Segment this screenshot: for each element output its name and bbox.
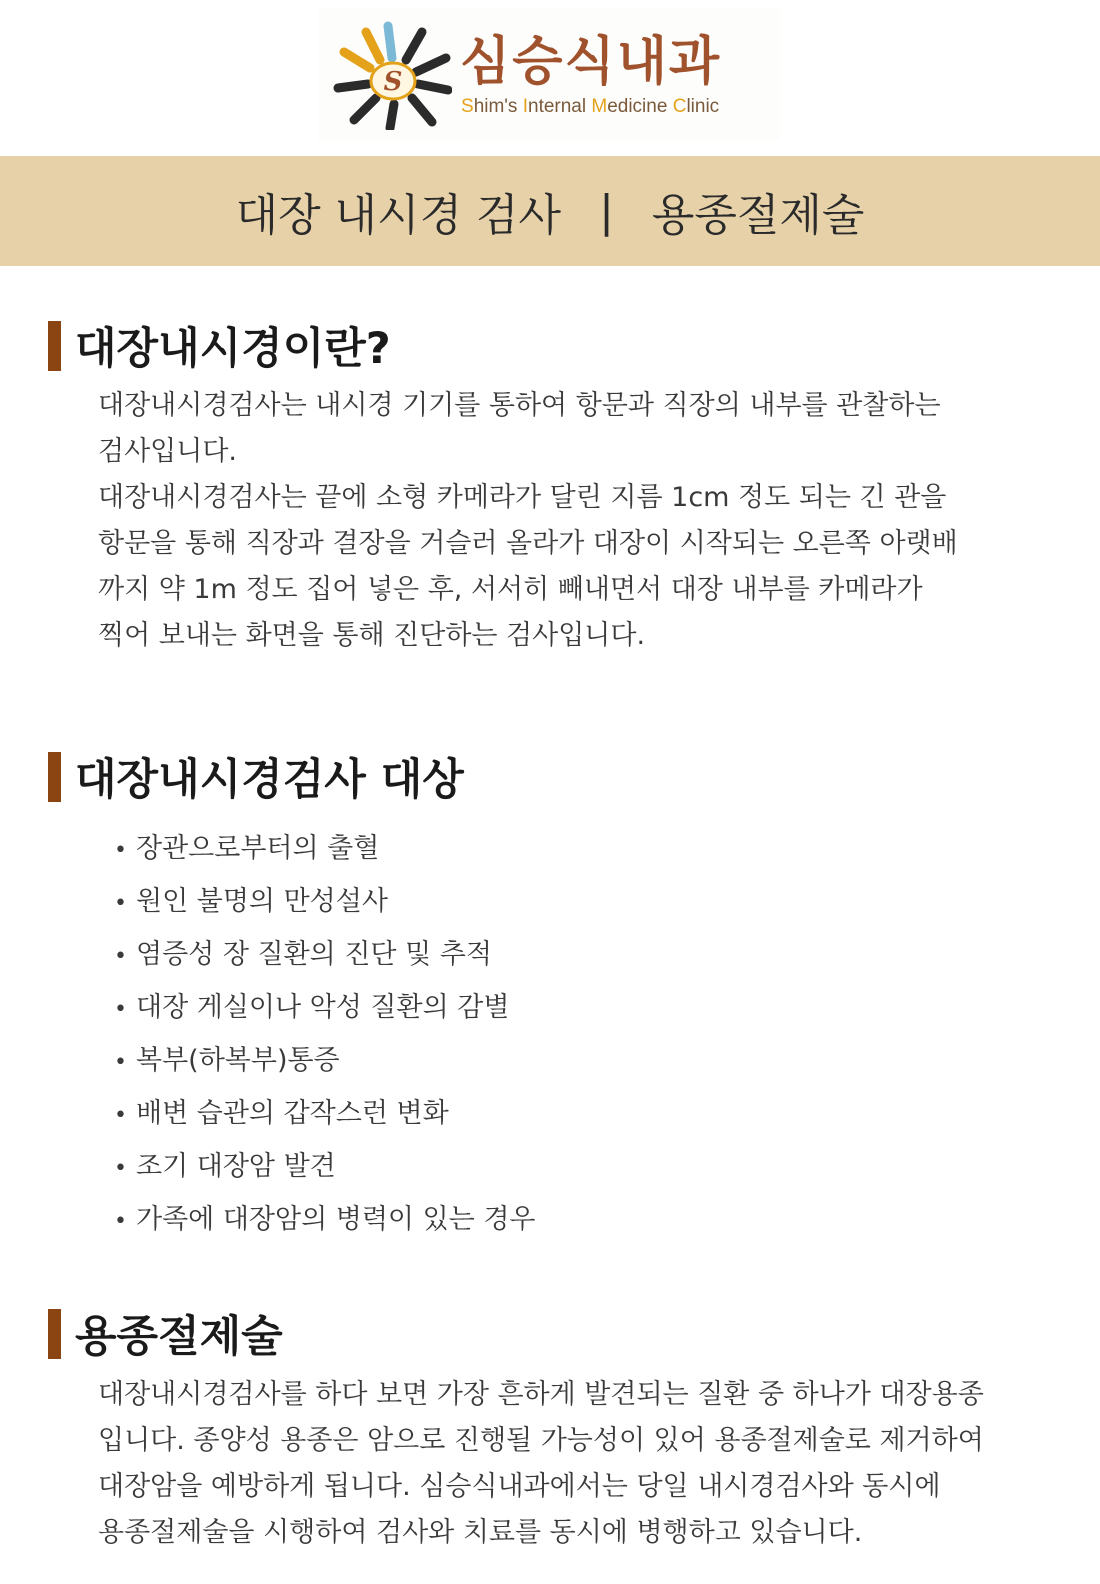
target-list [114, 826, 535, 1250]
heading-accent-bar [48, 1309, 61, 1359]
list-item: • 가족에 대장암의 병력이 있는 경우 [114, 1204, 536, 1235]
paragraph-line: 항문을 통해 직장과 결장을 거슬러 올라가 대장이 시작되는 오른쪽 아랫배 [98, 528, 958, 559]
list-item: • 배변 습관의 갑작스런 변화 [114, 1098, 449, 1129]
logo-korean-name: 심승식내과 [460, 31, 722, 92]
list-item: • 대장 게실이나 악성 질환의 감별 [114, 992, 510, 1023]
list-item: • 복부(하복부)통증 [114, 1045, 340, 1076]
clinic-logo [318, 8, 780, 140]
section-heading-polyp [48, 1303, 283, 1364]
paragraph-line: 검사입니다. [98, 436, 237, 467]
section-title: 대장내시경이란? [75, 324, 391, 374]
section-heading-what [48, 315, 391, 376]
list-item: • 장관으로부터의 출혈 [114, 833, 380, 864]
paragraph-line: 입니다. 종양성 용종은 암으로 진행될 가능성이 있어 용종절제술로 제거하여 [98, 1425, 984, 1456]
logo-mark-letter: S [383, 67, 403, 97]
paragraph-line: 까지 약 1m 정도 집어 넣은 후, 서서히 빼내면서 대장 내부를 카메라가 [98, 574, 923, 605]
paragraph-line: 대장암을 예방하게 됩니다. 심승식내과에서는 당일 내시경검사와 동시에 [98, 1471, 941, 1502]
list-item: • 원인 불명의 만성설사 [114, 886, 388, 917]
paragraph-line: 찍어 보내는 화면을 통해 진단하는 검사입니다. [98, 620, 646, 651]
section-paragraph-what [98, 383, 1058, 659]
paragraph-line: 대장내시경검사는 내시경 기기를 통하여 항문과 직장의 내부를 관찰하는 [98, 390, 941, 421]
list-item: • 조기 대장암 발견 [114, 1151, 336, 1182]
page-title-banner [0, 156, 1100, 266]
section-heading-targets [48, 746, 464, 807]
banner-title-polypectomy: 용종절제술 [651, 190, 865, 241]
paragraph-line: 대장내시경검사를 하다 보면 가장 흔하게 발견되는 질환 중 하나가 대장용종 [98, 1379, 984, 1410]
logo-english-name: Shim's Internal Medicine Clinic [461, 96, 720, 117]
paragraph-line: 용종절제술을 시행하여 검사와 치료를 동시에 병행하고 있습니다. [98, 1517, 863, 1548]
banner-title-colonoscopy: 대장 내시경 검사 [235, 190, 562, 241]
paragraph-line: 대장내시경검사는 끝에 소형 카메라가 달린 지름 1cm 정도 되는 긴 관을 [98, 482, 947, 513]
section-title: 용종절제술 [75, 1312, 283, 1362]
banner-separator: | [599, 185, 614, 237]
heading-accent-bar [48, 752, 61, 802]
sun-logo-icon [332, 18, 452, 130]
section-paragraph-polyp [98, 1372, 1058, 1556]
heading-accent-bar [48, 321, 61, 371]
section-title: 대장내시경검사 대상 [75, 755, 464, 805]
list-item: • 염증성 장 질환의 진단 및 추적 [114, 939, 492, 970]
